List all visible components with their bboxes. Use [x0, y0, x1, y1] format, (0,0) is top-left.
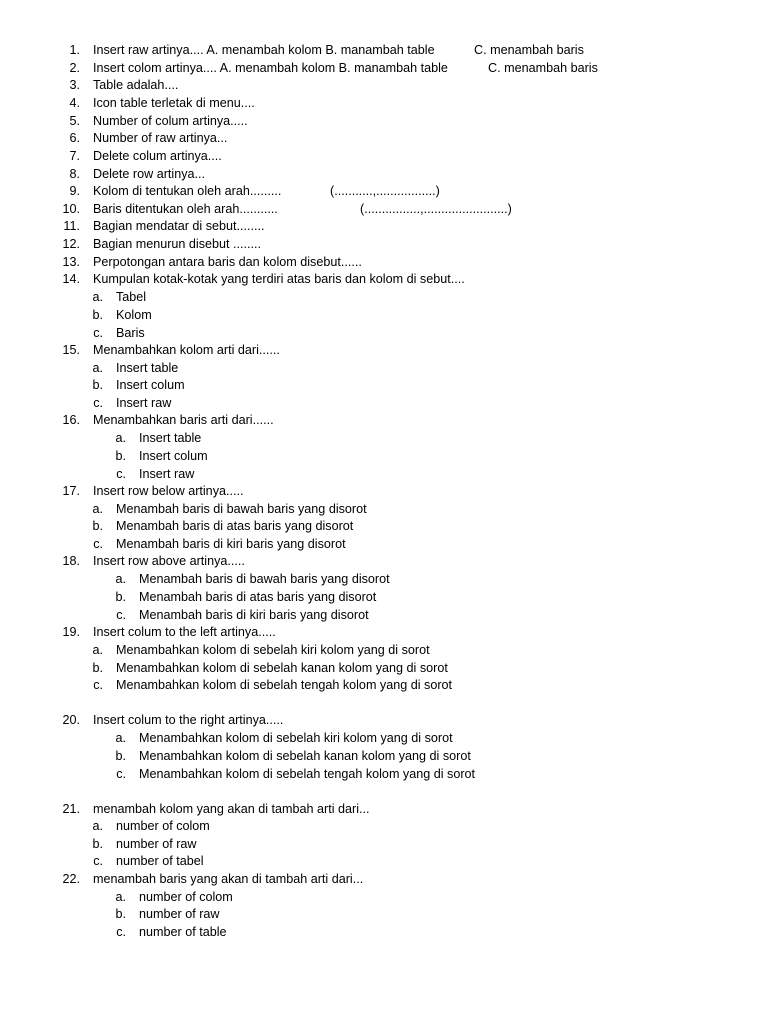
option-text: number of colom — [116, 819, 210, 833]
option-letter: b. — [92, 837, 103, 851]
option-letter: a. — [92, 361, 103, 375]
option-text: Insert table — [139, 431, 202, 445]
question-text: Kolom di tentukan oleh arah......... — [93, 184, 282, 198]
option-letter: b. — [115, 907, 126, 921]
option-text: Menambahkan kolom di sebelah kiri kolom yang di sorot — [139, 731, 453, 745]
option-letter: b. — [92, 308, 103, 322]
option-letter: a. — [92, 643, 103, 657]
question-text: menambah baris yang akan di tambah arti dari... — [93, 872, 364, 886]
option-text: number of raw — [116, 837, 197, 851]
question-text: Number of colum artinya..... — [93, 114, 248, 128]
question-text: Menambahkan kolom arti dari...... — [93, 343, 280, 357]
option-letter: a. — [115, 572, 126, 586]
option-text: number of raw — [139, 907, 220, 921]
option-text: Menambahkan kolom di sebelah tengah kolom yang di sorot — [139, 767, 476, 781]
question-text: Perpotongan antara baris dan kolom disebut...... — [93, 255, 362, 269]
option-letter: c. — [116, 925, 126, 939]
question-text: Insert colom artinya.... A. menambah kolom B. manambah table — [93, 61, 448, 75]
option-letter: c. — [93, 396, 103, 410]
option-letter: b. — [92, 378, 103, 392]
option-letter: a. — [115, 431, 126, 445]
option-text: Menambahkan kolom di sebelah kiri kolom yang di sorot — [116, 643, 430, 657]
option-text: Insert table — [116, 361, 179, 375]
question-text: Kumpulan kotak-kotak yang terdiri atas baris dan kolom di sebut.... — [93, 272, 465, 286]
option-text: Menambah baris di atas baris yang disorot — [139, 590, 377, 604]
option-text: number of colom — [139, 890, 233, 904]
question-text: Menambahkan baris arti dari...... — [93, 413, 274, 427]
question-number: 18. — [62, 554, 80, 568]
option-text: Kolom — [116, 308, 152, 322]
question-text: Delete row artinya... — [93, 167, 205, 181]
option-letter: c. — [116, 608, 126, 622]
question-text: Insert colum to the right artinya..... — [93, 713, 284, 727]
option-text: Menambah baris di kiri baris yang disorot — [116, 537, 346, 551]
question-number: 16. — [62, 413, 80, 427]
option-letter: a. — [115, 890, 126, 904]
option-text: number of table — [139, 925, 227, 939]
question-number: 10. — [62, 202, 80, 216]
question-number: 13. — [62, 255, 80, 269]
question-number: 14. — [62, 272, 80, 286]
option-text: Menambahkan kolom di sebelah tengah kolom yang di sorot — [116, 678, 453, 692]
question-number: 11. — [63, 219, 80, 233]
question-text: Bagian menurun disebut ........ — [93, 237, 262, 251]
question-number: 22. — [62, 872, 80, 886]
option-text: Insert raw — [139, 467, 195, 481]
question-choice-c: C. menambah baris — [474, 43, 584, 57]
question-text: Insert colum to the left artinya..... — [93, 625, 276, 639]
question-number: 19. — [62, 625, 80, 639]
question-text: Delete colum artinya.... — [93, 149, 222, 163]
question-number: 21. — [62, 802, 80, 816]
option-letter: a. — [115, 731, 126, 745]
option-text: Menambahkan kolom di sebelah kanan kolom yang di sorot — [139, 749, 471, 763]
question-text: Insert row above artinya..... — [93, 554, 245, 568]
question-number: 1. — [69, 43, 80, 57]
question-number: 3. — [69, 78, 80, 92]
option-letter: c. — [116, 767, 126, 781]
option-letter: a. — [92, 819, 103, 833]
option-letter: c. — [93, 537, 103, 551]
question-number: 6. — [69, 131, 80, 145]
option-text: Menambah baris di bawah baris yang disorot — [116, 502, 367, 516]
option-text: Insert raw — [116, 396, 172, 410]
question-number: 2. — [69, 61, 80, 75]
option-letter: a. — [92, 290, 103, 304]
question-number: 9. — [69, 184, 80, 198]
option-text: Menambah baris di atas baris yang disorot — [116, 519, 354, 533]
option-text: Insert colum — [116, 378, 185, 392]
question-number: 12. — [62, 237, 80, 251]
option-text: Tabel — [116, 290, 147, 304]
option-text: number of tabel — [116, 854, 204, 868]
option-letter: c. — [116, 467, 126, 481]
question-number: 15. — [62, 343, 80, 357]
option-text: Insert colum — [139, 449, 208, 463]
option-letter: b. — [115, 749, 126, 763]
option-letter: b. — [115, 449, 126, 463]
question-text: Insert row below artinya..... — [93, 484, 244, 498]
option-letter: b. — [115, 590, 126, 604]
question-text: Bagian mendatar di sebut........ — [93, 219, 265, 233]
question-choice-c: C. menambah baris — [488, 61, 598, 75]
option-letter: b. — [92, 519, 103, 533]
option-letter: c. — [93, 678, 103, 692]
option-text: Menambah baris di kiri baris yang disorot — [139, 608, 369, 622]
question-number: 7. — [69, 149, 80, 163]
answer-blank: (................,........................) — [360, 202, 512, 216]
option-text: Menambah baris di bawah baris yang disorot — [139, 572, 390, 586]
option-letter: c. — [93, 326, 103, 340]
question-text: Icon table terletak di menu.... — [93, 96, 255, 110]
option-letter: c. — [93, 854, 103, 868]
question-text: Insert raw artinya.... A. menambah kolom B. manambah table — [93, 43, 435, 57]
question-number: 8. — [69, 167, 80, 181]
question-text: menambah kolom yang akan di tambah arti dari... — [93, 802, 370, 816]
question-number: 20. — [62, 713, 80, 727]
question-text: Table adalah.... — [93, 78, 179, 92]
option-text: Baris — [116, 326, 145, 340]
answer-blank: (...........,.................) — [330, 184, 440, 198]
question-text: Number of raw artinya... — [93, 131, 228, 145]
option-text: Menambahkan kolom di sebelah kanan kolom yang di sorot — [116, 661, 448, 675]
option-letter: a. — [92, 502, 103, 516]
question-text: Baris ditentukan oleh arah........... — [93, 202, 278, 216]
question-number: 4. — [69, 96, 80, 110]
question-number: 17. — [62, 484, 80, 498]
option-letter: b. — [92, 661, 103, 675]
question-number: 5. — [69, 114, 80, 128]
